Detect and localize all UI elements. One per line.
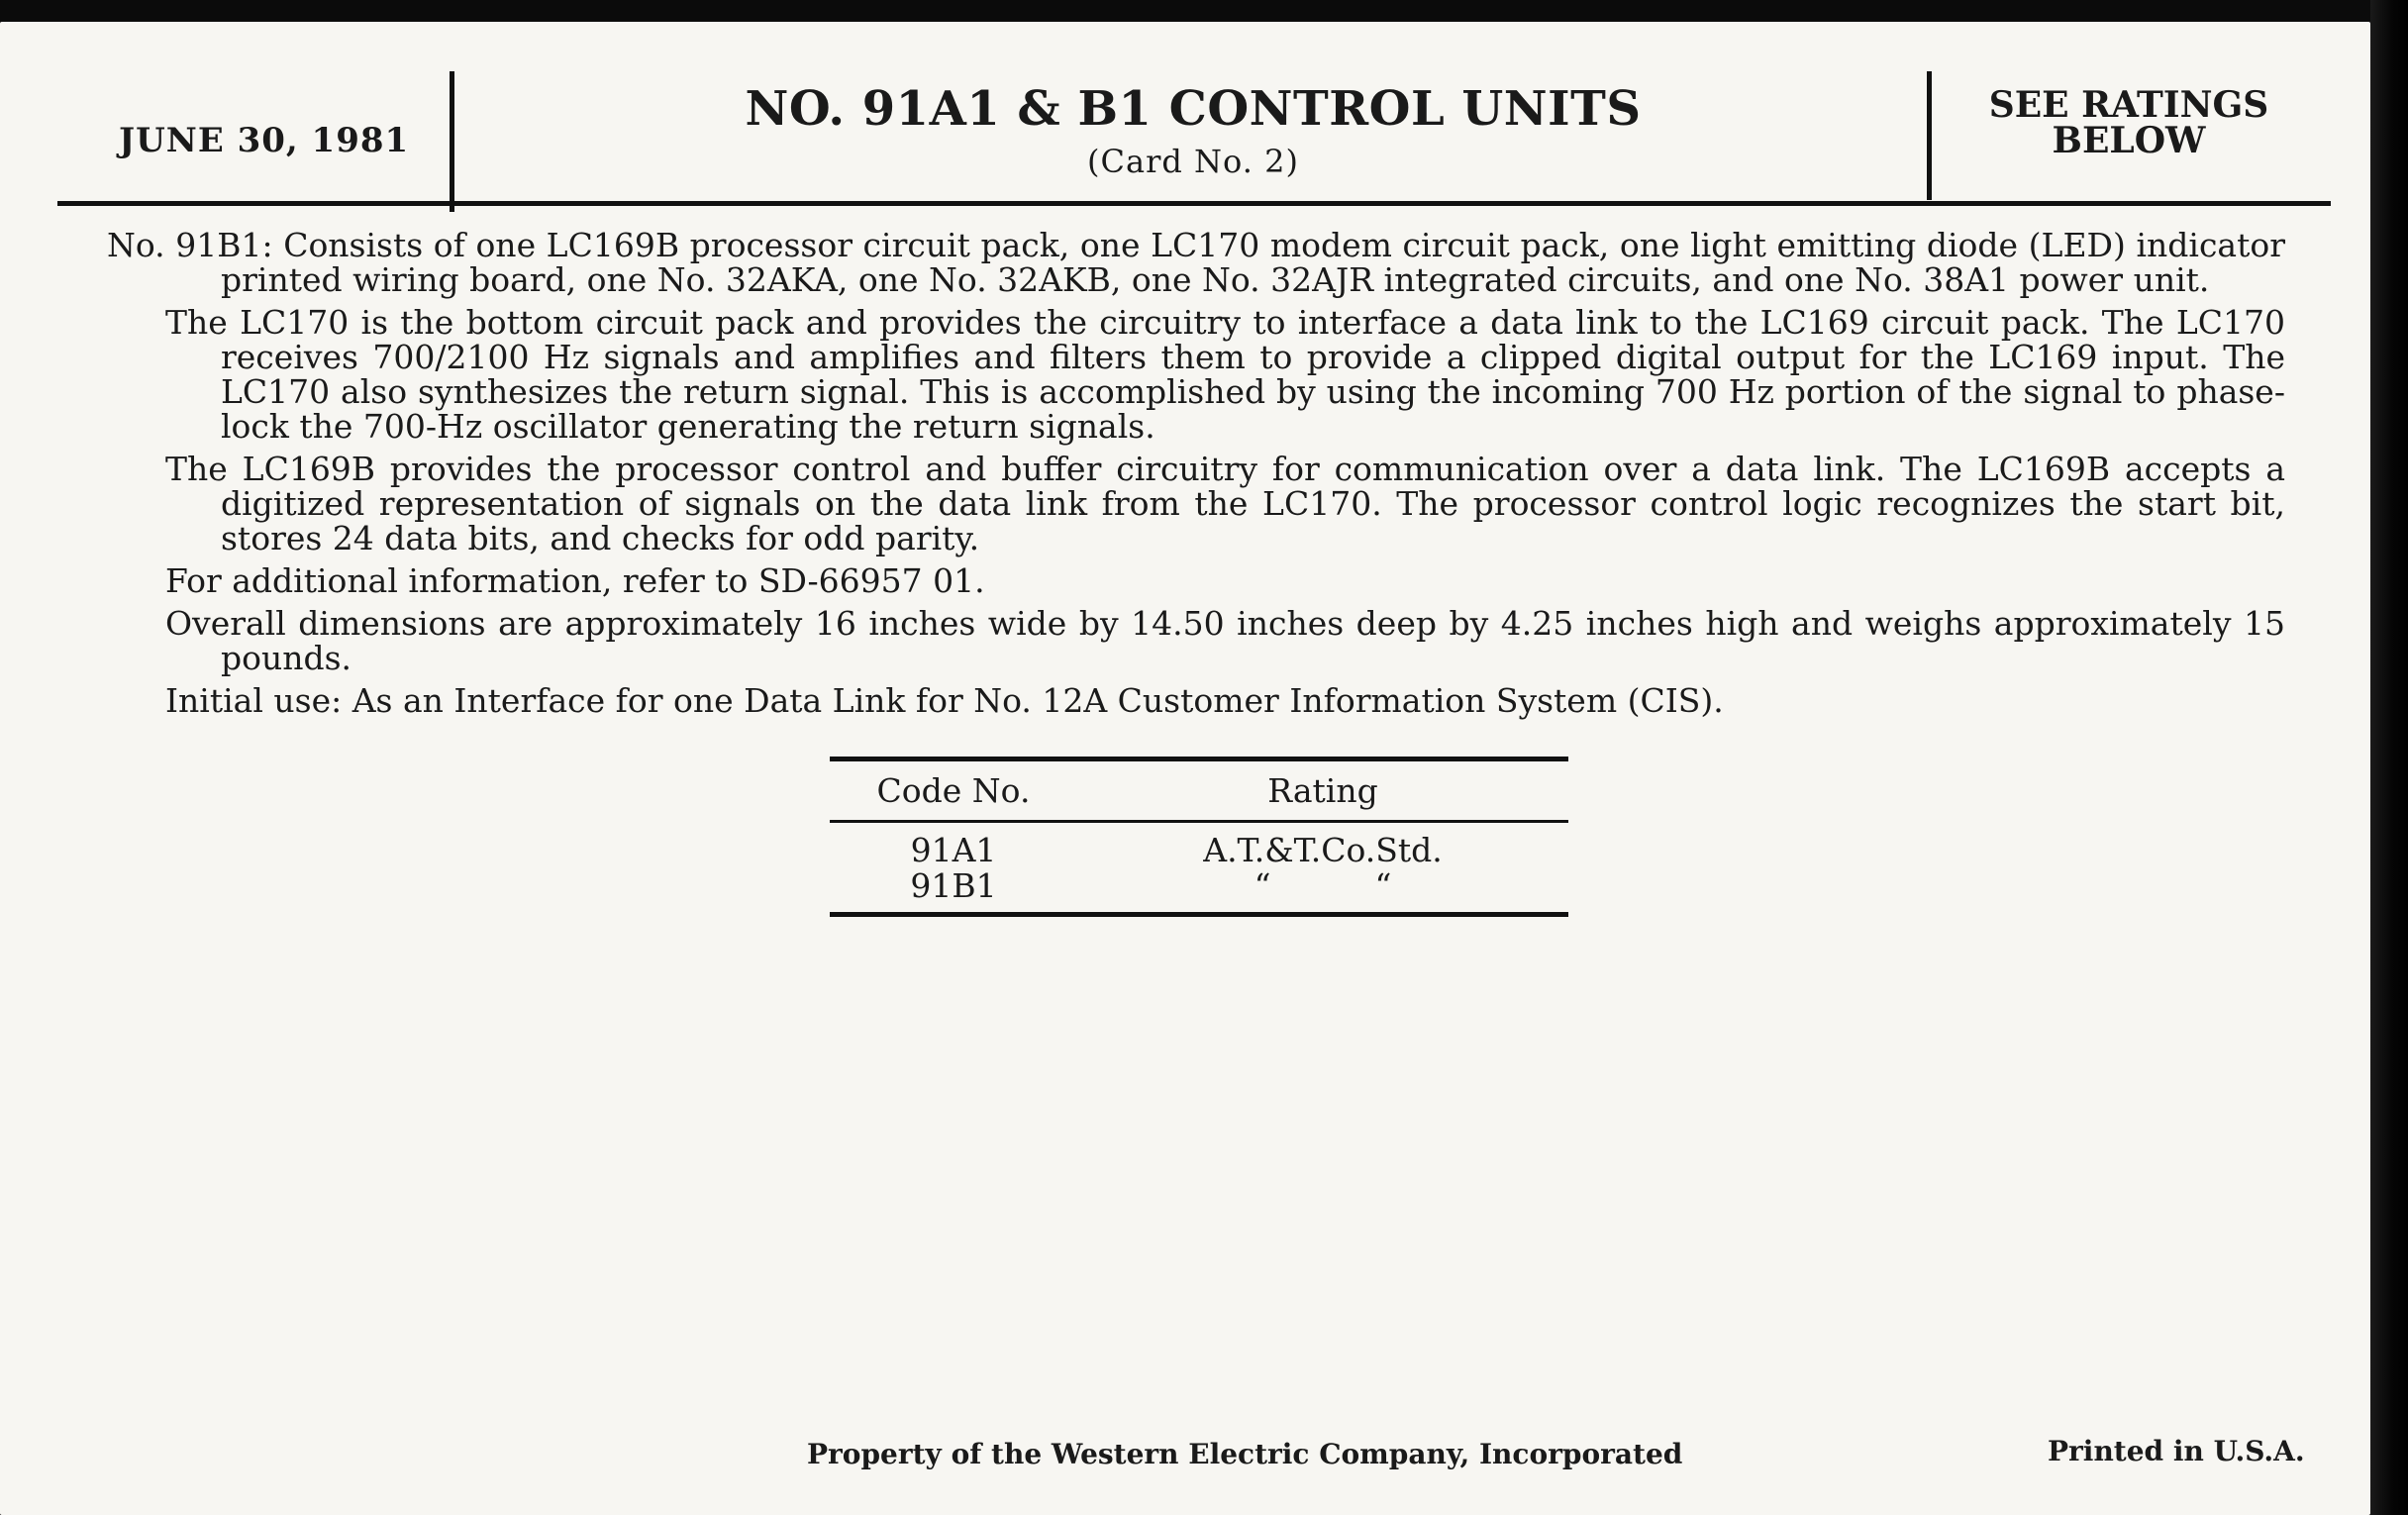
paragraph-91b1: No. 91B1: Consists of one LC169B processor circuit pack, one LC170 modem circuit pack, one light emitting diode (LED) indicator printed wiring board, one No. 32AKA, one No. 32AKB, one No. 32AJR integrated circuits, and one No. 38A1 power unit. bbox=[107, 226, 2285, 299]
scan-edge bbox=[2370, 0, 2408, 1515]
ratings-note-line1: SEE RATINGS bbox=[1988, 84, 2269, 126]
ratings-note bbox=[1960, 84, 2297, 161]
description-body bbox=[107, 228, 2285, 718]
paragraph-lc170: The LC170 is the bottom circuit pack and provides the circuitry to interface a data link to the LC169 circuit pack. The LC170 receives 700/2100 Hz signals and amplifies and filters them to provide a clipped digital output for the LC169 input. The LC170 also synthesizes the return signal. This is accomplished by using the incoming 700 Hz portion of the signal to phase-lock the 700-Hz oscillator generating the return signals. bbox=[165, 303, 2285, 446]
ratings-table bbox=[830, 757, 1568, 917]
table-header-row bbox=[830, 759, 1568, 822]
footer-printed: Printed in U.S.A. bbox=[2048, 1435, 2305, 1467]
table-row bbox=[830, 868, 1568, 915]
table-row bbox=[830, 822, 1568, 869]
paragraph-dimensions: Overall dimensions are approximately 16 inches wide by 14.50 inches deep by 4.25 inches high and weighs approximately 15 pounds. bbox=[165, 604, 2285, 677]
cell-code: 91A1 bbox=[910, 831, 997, 869]
header-divider-right bbox=[1927, 71, 1932, 200]
cell-rating: A.T.&T.Co.Std. bbox=[1203, 831, 1443, 869]
header-divider-left bbox=[450, 71, 454, 212]
header-rule bbox=[57, 201, 2331, 206]
cell-rating: “ “ bbox=[1077, 868, 1568, 915]
column-header-rating: Rating bbox=[1077, 759, 1568, 822]
header-date: JUNE 30, 1981 bbox=[119, 121, 410, 160]
footer-property: Property of the Western Electric Company, Incorporated bbox=[807, 1438, 1683, 1470]
paragraph-initial-use: Initial use: As an Interface for one Data Link for No. 12A Customer Information System (CIS). bbox=[165, 681, 1724, 720]
paragraph-reference: For additional information, refer to SD-66957 01. bbox=[165, 561, 985, 600]
page-title: NO. 91A1 & B1 CONTROL UNITS bbox=[745, 81, 1642, 137]
cell-code: 91B1 bbox=[830, 868, 1077, 915]
page-subtitle: (Card No. 2) bbox=[1087, 143, 1299, 180]
ratings-note-line2: BELOW bbox=[2052, 120, 2206, 161]
column-header-code: Code No. bbox=[830, 759, 1077, 822]
paragraph-lc169b: The LC169B provides the processor control and buffer circuitry for communication over a data link. The LC169B accepts a digitized representation of signals on the data link from the LC170. The processor control logic recognizes the start bit, stores 24 data bits, and checks for odd parity. bbox=[165, 450, 2285, 557]
